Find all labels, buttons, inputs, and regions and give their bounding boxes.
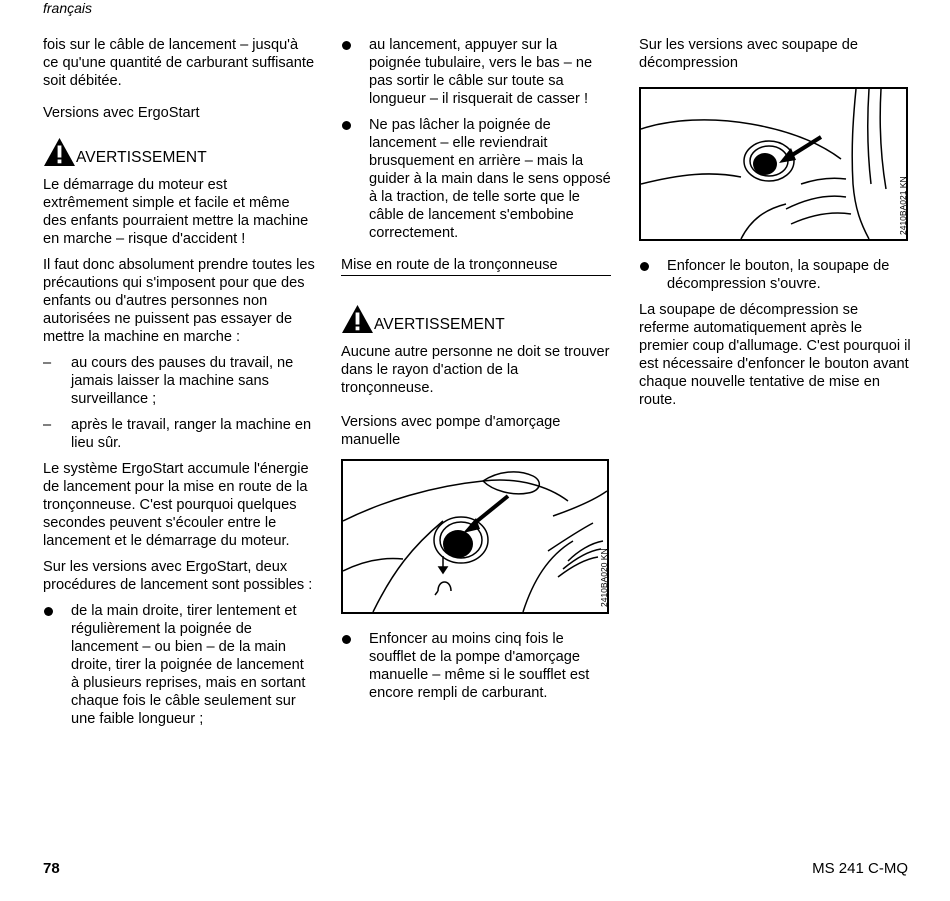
dash-marker: – [43, 355, 52, 371]
column-middle [341, 36, 611, 710]
list-item-text: Enfoncer au moins cinq fois le soufflet de la pompe d'amorçage manuelle – même si le soufflet est encore rempli de carburant. [369, 631, 590, 701]
warning-block [341, 298, 611, 334]
figure-code: 2410BA020 KN [599, 548, 609, 607]
list-item [341, 36, 611, 108]
column-left [43, 36, 315, 736]
warning-block [43, 131, 315, 167]
primer-pump-figure [341, 459, 609, 614]
procedures-intro: Sur les versions avec ErgoStart, deux procédures de lancement sont possibles : [43, 559, 313, 593]
list-item [639, 257, 911, 293]
list-item-text: après le travail, ranger la machine en lieu sûr. [71, 417, 312, 451]
intro-text: fois sur le câble de lancement – jusqu'à ce qu'une quantité de carburant suffisante soit débitée. [43, 37, 315, 89]
bullet-icon [44, 607, 53, 616]
bullet-icon [342, 41, 351, 50]
list-item [43, 354, 315, 408]
page-number: 78 [43, 860, 60, 877]
list-item-text: Ne pas lâcher la poignée de lancement – elle reviendrait brusquement en arrière – mais la guider à la main dans le sens opposé à la traction, de telle sorte que le câble de lancement s'embobine correctement. [369, 117, 611, 241]
ergostart-heading: Versions avec ErgoStart [43, 105, 200, 121]
warning-text: Le démarrage du moteur est extrêmement simple et facile et même des enfants pourraient mettre la machine en marche – risque d'accident ! [43, 177, 309, 247]
dash-list [43, 354, 315, 452]
section-heading: Mise en route de la tronçonneuse [341, 256, 611, 276]
bullet-icon [640, 262, 649, 271]
list-item [43, 602, 315, 728]
list-item-text: au lancement, appuyer sur la poignée tubulaire, vers le bas – ne pas sortir le câble sur toute sa longueur – il risquerait de casser ! [369, 37, 593, 107]
bullet-icon [342, 121, 351, 130]
list-item [43, 416, 315, 452]
column-right [639, 36, 911, 417]
list-item [341, 630, 611, 702]
precautions-text: Il faut donc absolument prendre toutes les précautions qui s'imposent pour que des enfants ou d'autres personnes non autorisées ne puissent pas essayer de mettre la machine en marche : [43, 257, 315, 345]
list-item-text: de la main droite, tirer lentement et régulièrement la poignée de lancement – ou bien – de la main droite, tirer la poignée de lancement à plusieurs reprises, mais en sortant chaque fois le câble seulement sur une faible longueur ; [71, 603, 306, 727]
figure-code: 2410BA021 KN [898, 176, 908, 235]
warning-triangle-icon [341, 304, 374, 334]
valve-text: La soupape de décompression se referme automatiquement après le premier coup d'allumage. C'est pourquoi il est nécessaire d'enfoncer le bouton avant chaque nouvelle tentative de mise en route. [639, 302, 911, 408]
dash-marker: – [43, 417, 52, 433]
warning-title: AVERTISSEMENT [374, 316, 505, 333]
warning-triangle-icon [43, 137, 76, 167]
language-label: français [43, 0, 93, 16]
warning-title: AVERTISSEMENT [76, 149, 207, 166]
ergostart-text: Le système ErgoStart accumule l'énergie de lancement pour la mise en route de la tronçonneuse. C'est pourquoi quelques secondes peuvent s'écouler entre le lancement et le démarrage du moteur. [43, 461, 309, 549]
warning-text: Aucune autre personne ne doit se trouver dans le rayon d'action de la tronçonneuse. [341, 344, 610, 396]
decompression-valve-illustration [641, 89, 906, 239]
bullet-icon [342, 635, 351, 644]
list-item-text: Enfoncer le bouton, la soupape de décompression s'ouvre. [667, 258, 890, 292]
valve-heading: Sur les versions avec soupape de décompression [639, 37, 859, 71]
list-item-text: au cours des pauses du travail, ne jamais laisser la machine sans surveillance ; [71, 355, 294, 407]
pump-heading: Versions avec pompe d'amorçage manuelle [341, 414, 561, 448]
decompression-valve-figure [639, 87, 908, 241]
list-item [341, 116, 611, 242]
model-label: MS 241 C-MQ [812, 860, 908, 877]
primer-pump-illustration [343, 461, 607, 612]
